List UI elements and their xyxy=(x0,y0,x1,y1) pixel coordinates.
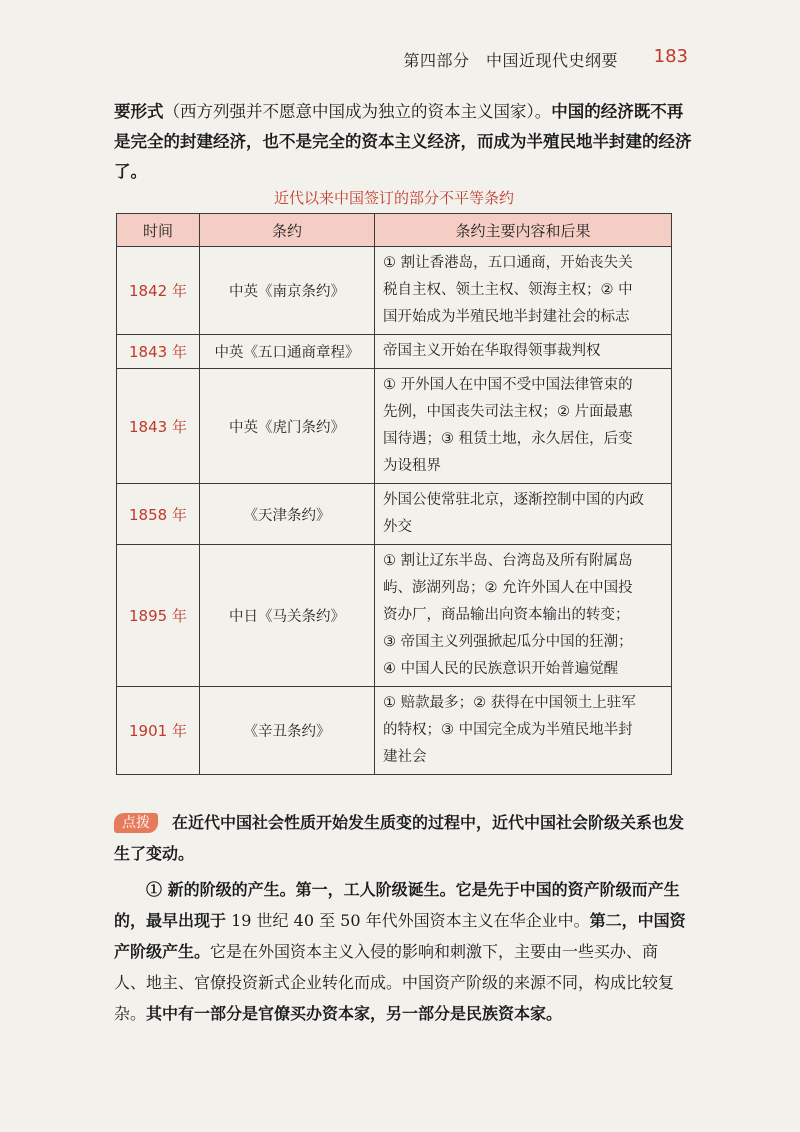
table-row xyxy=(117,247,672,335)
row-year: 1858 年 xyxy=(117,484,200,545)
content-line: 外交 xyxy=(383,519,412,535)
row-treaty: 中英《南京条约》 xyxy=(200,247,375,335)
commentary-text: 在近代中国社会性质开始发生质变的过程中，近代中国社会阶级关系也发生了变动。 xyxy=(114,813,685,863)
row-treaty: 中英《虎门条约》 xyxy=(200,369,375,484)
row-content xyxy=(375,247,672,335)
content-line: ④ 中国人民的民族意识开始普遍觉醒 xyxy=(383,661,619,677)
intro-text-bold-1: 要形式 xyxy=(114,102,164,121)
para-text-normal-1: 19 世纪 40 至 50 年代外国资本主义在华企业中。 xyxy=(226,911,590,930)
content-line: 帝国主义开始在华取得领事裁判权 xyxy=(383,343,601,359)
content-line: 资办厂，商品输出向资本输出的转变； xyxy=(383,607,630,623)
commentary-tag: 点拨 xyxy=(114,813,158,833)
content-line: ① 开外国人在中国不受中国法律管束的 xyxy=(383,377,633,393)
row-year: 1843 年 xyxy=(117,369,200,484)
class-paragraph xyxy=(114,874,686,1029)
content-line: ① 割让辽东半岛、台湾岛及所有附属岛 xyxy=(383,553,633,569)
treaty-table xyxy=(116,213,672,775)
content-line: 建社会 xyxy=(383,749,427,765)
content-line: 国待遇；③ 租赁土地，永久居住，后变 xyxy=(383,431,633,447)
table-row xyxy=(117,335,672,369)
table-header-row xyxy=(117,214,672,247)
row-year: 1895 年 xyxy=(117,545,200,687)
content-line: 屿、澎湖列岛；② 允许外国人在中国投 xyxy=(383,580,633,596)
row-year: 1901 年 xyxy=(117,687,200,775)
intro-paragraph xyxy=(114,97,694,187)
commentary-paragraph xyxy=(114,807,686,869)
row-content xyxy=(375,335,672,369)
row-year: 1842 年 xyxy=(117,247,200,335)
header-content: 条约主要内容和后果 xyxy=(375,214,672,247)
table-row xyxy=(117,545,672,687)
row-treaty: 《辛丑条约》 xyxy=(200,687,375,775)
content-line: 外国公使常驻北京，逐渐控制中国的内政 xyxy=(383,492,644,508)
running-title: 第四部分 中国近现代史纲要 xyxy=(403,51,618,70)
content-line: 的特权；③ 中国完全成为半殖民地半封 xyxy=(383,722,633,738)
intro-text-normal: （西方列强并不愿意中国成为独立的资本主义国家）。 xyxy=(163,102,552,121)
content-line: 税自主权、领土主权、领海主权；② 中 xyxy=(383,282,633,298)
row-treaty: 中英《五口通商章程》 xyxy=(200,335,375,369)
page-number: 183 xyxy=(653,46,688,67)
header-time: 时间 xyxy=(117,214,200,247)
running-header xyxy=(0,48,800,72)
row-content xyxy=(375,484,672,545)
header-treaty: 条约 xyxy=(200,214,375,247)
table-caption: 近代以来中国签订的部分不平等条约 xyxy=(273,189,514,207)
table-row xyxy=(117,369,672,484)
content-line: ① 割让香港岛，五口通商，开始丧失关 xyxy=(383,255,633,271)
para-text-bold-2: 第二，中国资产阶级产生。 xyxy=(114,911,686,961)
row-content xyxy=(375,369,672,484)
table-row xyxy=(117,687,672,775)
para-text-bold-3: 其中有一部分是官僚买办资本家，另一部分是民族资本家。 xyxy=(146,1004,563,1023)
para-text-bold-1: ① 新的阶级的产生。第一，工人阶级诞生。它是先于中国的资产阶级而产生的，最早出现于 xyxy=(114,880,680,930)
row-year: 1843 年 xyxy=(117,335,200,369)
content-line: 先例，中国丧失司法主权；② 片面最惠 xyxy=(383,404,633,420)
para-text-normal-2: 它是在外国资本主义入侵的影响和刺激下，主要由一些买办、商人、地主、官僚投资新式企业转化而成。中国资产阶级的来源不同，构成比较复杂。 xyxy=(114,942,675,1023)
content-line: 为设租界 xyxy=(383,458,441,474)
row-treaty: 《天津条约》 xyxy=(200,484,375,545)
content-line: ③ 帝国主义列强掀起瓜分中国的狂潮； xyxy=(383,634,633,650)
row-treaty: 中日《马关条约》 xyxy=(200,545,375,687)
row-content xyxy=(375,545,672,687)
content-line: ① 赔款最多；② 获得在中国领土上驻军 xyxy=(383,695,636,711)
row-content xyxy=(375,687,672,775)
table-row xyxy=(117,484,672,545)
content-line: 国开始成为半殖民地半封建社会的标志 xyxy=(383,309,630,325)
table-body xyxy=(117,247,672,775)
intro-text-bold-2: 中国的经济既不再是完全的封建经济，也不是完全的资本主义经济，而成为半殖民地半封建的经济了。 xyxy=(114,102,692,181)
